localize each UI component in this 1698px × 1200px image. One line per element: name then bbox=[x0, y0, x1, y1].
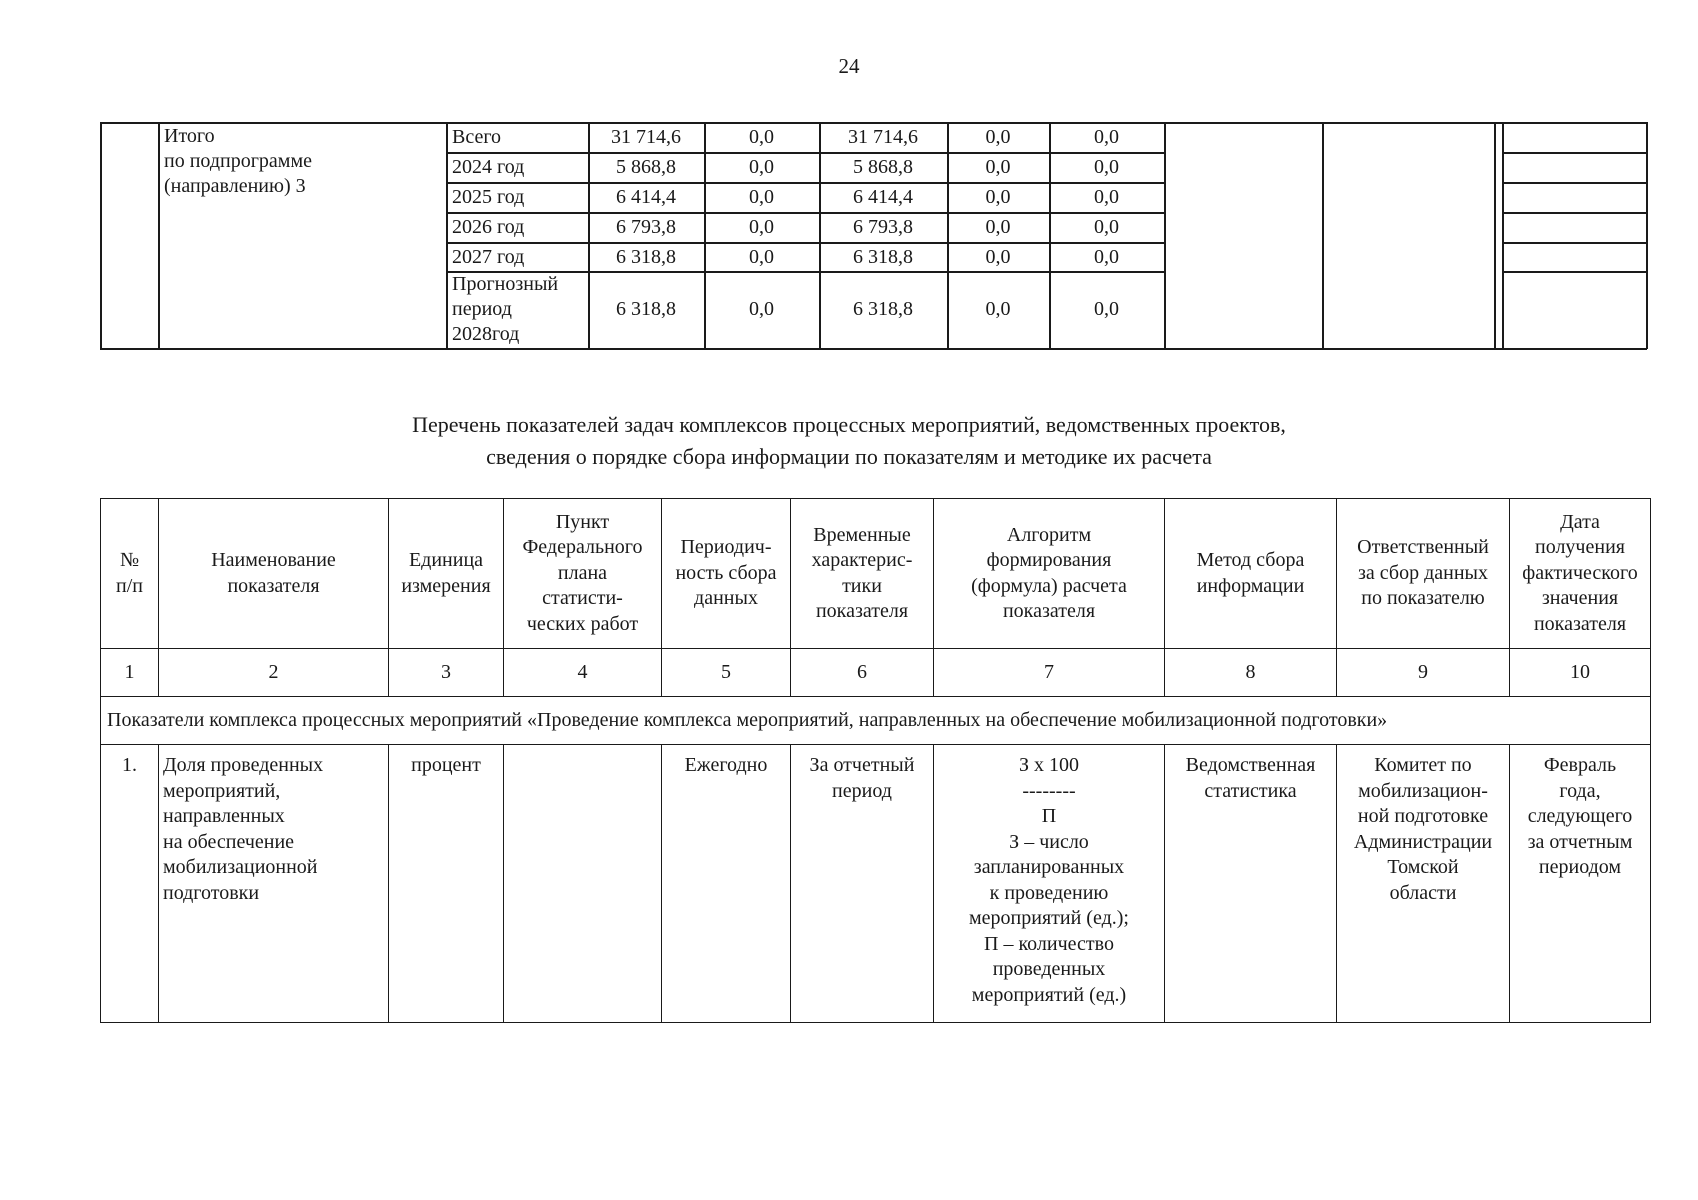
value-cell: 0,0 bbox=[985, 246, 1011, 268]
value-cell: 6 318,8 bbox=[616, 246, 676, 268]
column-number: 8 bbox=[1165, 649, 1337, 697]
summary-label-line: (направлению) 3 bbox=[164, 175, 306, 197]
value-cell: 6 414,4 bbox=[853, 186, 913, 208]
column-number: 3 bbox=[389, 649, 504, 697]
value-cell: 31 714,6 bbox=[848, 126, 918, 148]
value-cell: 0,0 bbox=[1094, 186, 1119, 208]
summary-label-line: по подпрограмме bbox=[164, 150, 312, 172]
column-number: 9 bbox=[1337, 649, 1510, 697]
value-cell: 6 318,8 bbox=[616, 298, 676, 320]
period-cell: 2026 год bbox=[452, 216, 525, 238]
group-title: Показатели комплекса процессных мероприятий «Проведение комплекса мероприятий, направленных на обеспечение мобилизационной подготовки» bbox=[101, 697, 1651, 745]
column-header: № п/п bbox=[101, 499, 159, 649]
section-heading bbox=[0, 409, 1698, 473]
value-cell: 0,0 bbox=[749, 126, 774, 148]
value-cell: 0,0 bbox=[749, 246, 774, 268]
indicator-name: Доля проведенных мероприятий, направленных на обеспечение мобилизационной подготовки bbox=[159, 745, 389, 1023]
value-cell: 0,0 bbox=[1094, 126, 1119, 148]
column-header: Метод сбора информации bbox=[1165, 499, 1337, 649]
value-cell: 6 318,8 bbox=[853, 298, 913, 320]
column-header: Пункт Федерального плана статисти- ческих работ bbox=[504, 499, 662, 649]
column-number: 7 bbox=[934, 649, 1165, 697]
heading-line: Перечень показателей задач комплексов процессных мероприятий, ведомственных проектов, bbox=[412, 412, 1286, 437]
column-number: 10 bbox=[1510, 649, 1651, 697]
value-cell: 5 868,8 bbox=[616, 156, 676, 178]
value-cell: 0,0 bbox=[1094, 246, 1119, 268]
column-number: 4 bbox=[504, 649, 662, 697]
value-cell: 0,0 bbox=[1094, 156, 1119, 178]
value-cell: 6 793,8 bbox=[853, 216, 913, 238]
column-header: Временные характерис- тики показателя bbox=[791, 499, 934, 649]
value-cell: 0,0 bbox=[749, 186, 774, 208]
value-cell: 0,0 bbox=[749, 298, 774, 320]
table-row bbox=[101, 745, 1651, 1023]
value-cell: 0,0 bbox=[985, 156, 1011, 178]
method-cell: Ведомственная статистика bbox=[1165, 745, 1337, 1023]
value-cell: 0,0 bbox=[985, 298, 1011, 320]
indicators-table bbox=[100, 498, 1651, 1023]
unit-cell: процент bbox=[389, 745, 504, 1023]
column-header: Периодич- ность сбора данных bbox=[662, 499, 791, 649]
column-number-row bbox=[101, 649, 1651, 697]
value-cell: 31 714,6 bbox=[611, 126, 681, 148]
heading-line: сведения о порядке сбора информации по показателям и методике их расчета bbox=[486, 444, 1212, 469]
value-cell: 5 868,8 bbox=[853, 156, 913, 178]
value-cell: 0,0 bbox=[985, 216, 1011, 238]
period-cell: Всего bbox=[452, 126, 502, 148]
value-cell: 6 414,4 bbox=[616, 186, 676, 208]
value-cell: 0,0 bbox=[749, 216, 774, 238]
column-header: Алгоритм формирования (формула) расчета показателя bbox=[934, 499, 1165, 649]
value-cell: 6 793,8 bbox=[616, 216, 676, 238]
periodicity-cell: Ежегодно bbox=[662, 745, 791, 1023]
date-cell: Февраль года, следующего за отчетным периодом bbox=[1510, 745, 1651, 1023]
group-row bbox=[101, 697, 1651, 745]
value-cell: 0,0 bbox=[985, 126, 1011, 148]
column-header: Дата получения фактического значения показателя bbox=[1510, 499, 1651, 649]
value-cell: 0,0 bbox=[1094, 298, 1119, 320]
column-number: 5 bbox=[662, 649, 791, 697]
value-cell: 0,0 bbox=[749, 156, 774, 178]
period-cell: 2024 год bbox=[452, 156, 525, 178]
responsible-cell: Комитет по мобилизацион- ной подготовке Администрации Томской области bbox=[1337, 745, 1510, 1023]
period-cell: 2025 год bbox=[452, 186, 525, 208]
summary-label-line: Итого bbox=[164, 125, 215, 147]
value-cell: 0,0 bbox=[985, 186, 1011, 208]
row-number: 1. bbox=[101, 745, 159, 1023]
column-number: 6 bbox=[791, 649, 934, 697]
period-cell: Прогнозный период 2028год bbox=[452, 273, 559, 345]
column-header: Единица измерения bbox=[389, 499, 504, 649]
column-number: 1 bbox=[101, 649, 159, 697]
time-characteristics-cell: За отчетный период bbox=[791, 745, 934, 1023]
period-cell: 2027 год bbox=[452, 246, 525, 268]
column-number: 2 bbox=[159, 649, 389, 697]
algorithm-cell: З х 100 -------- П З – число запланированных к проведению мероприятий (ед.); П – количество проведенных мероприятий (ед.) bbox=[934, 745, 1165, 1023]
summary-label bbox=[164, 124, 444, 199]
header-row bbox=[101, 499, 1651, 649]
column-header: Наименование показателя bbox=[159, 499, 389, 649]
value-cell: 6 318,8 bbox=[853, 246, 913, 268]
column-header: Ответственный за сбор данных по показателю bbox=[1337, 499, 1510, 649]
fed-plan-cell bbox=[504, 745, 662, 1023]
page-number: 24 bbox=[838, 54, 860, 78]
value-cell: 0,0 bbox=[1094, 216, 1119, 238]
